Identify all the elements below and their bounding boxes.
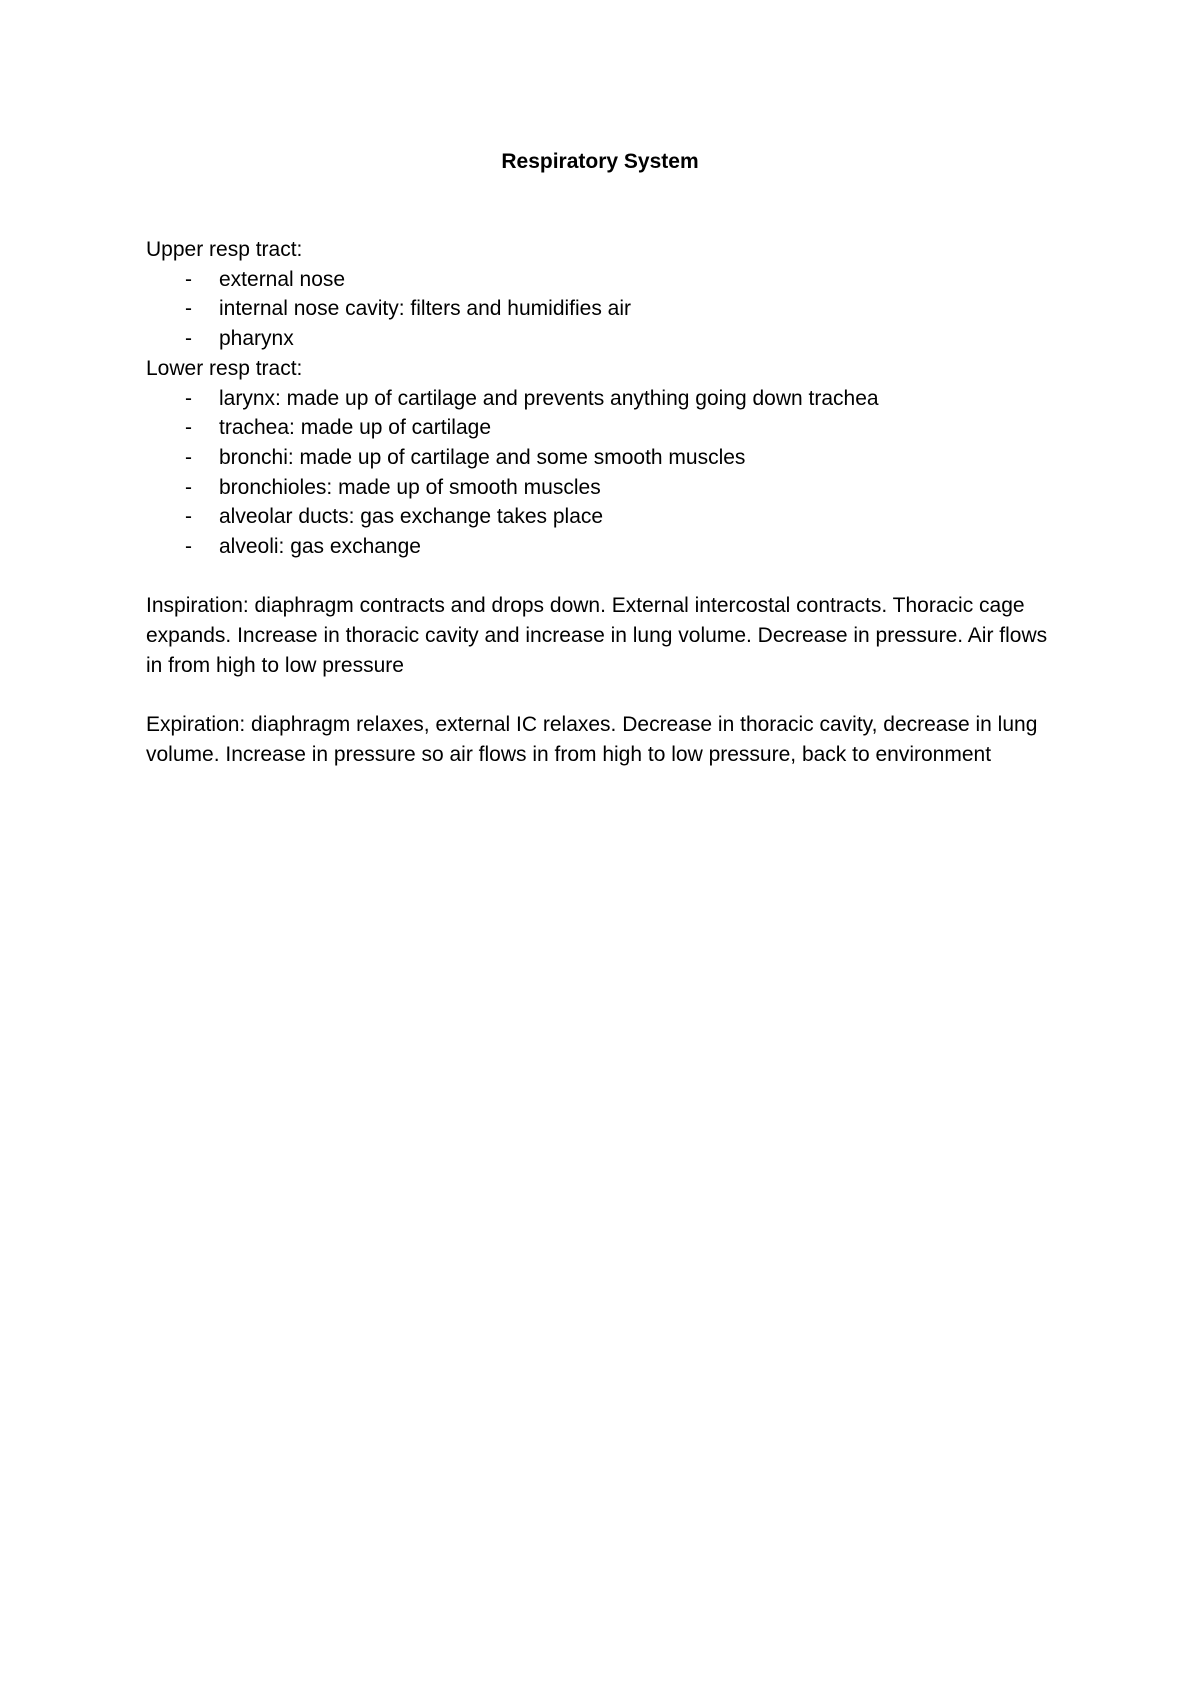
document-body — [146, 235, 1066, 770]
bullet-dash: - — [185, 445, 192, 469]
bullet-dash: - — [185, 535, 192, 559]
list-item-text: trachea: made up of cartilage — [219, 416, 491, 440]
bullet-dash: - — [185, 386, 192, 410]
lower-tract-list — [146, 384, 1066, 562]
expiration-paragraph: Expiration: diaphragm relaxes, external IC relaxes. Decrease in thoracic cavity, decrease in lung volume. Increase in pressure so air flows in from high to low pressure, back to environment — [146, 713, 1038, 766]
list-item — [146, 443, 1066, 473]
bullet-dash: - — [185, 416, 192, 440]
bullet-dash: - — [185, 327, 192, 351]
list-item — [146, 473, 1066, 503]
upper-tract-heading: Upper resp tract: — [146, 238, 303, 261]
lower-tract-heading: Lower resp tract: — [146, 356, 303, 380]
list-item — [146, 324, 1066, 354]
bullet-dash: - — [185, 267, 192, 291]
list-item — [146, 294, 1066, 324]
list-item-text: pharynx — [219, 327, 294, 351]
list-item — [146, 265, 1066, 295]
list-item-text: alveoli: gas exchange — [219, 535, 421, 559]
list-item — [146, 413, 1066, 443]
bullet-dash: - — [185, 505, 192, 529]
inspiration-paragraph: Inspiration: diaphragm contracts and drops down. External intercostal contracts. Thoracic cage expands. Increase in thoracic cavity and increase in lung volume. Decrease in pressure. Air flows in from high to low pressure — [146, 594, 1048, 677]
upper-tract-list — [146, 265, 1066, 354]
list-item-text: internal nose cavity: filters and humidifies air — [219, 297, 632, 321]
bullet-dash: - — [185, 475, 192, 499]
page-title: Respiratory System — [501, 150, 699, 173]
list-item-text: bronchi: made up of cartilage and some smooth muscles — [219, 445, 746, 469]
list-item-text: larynx: made up of cartilage and prevents anything going down trachea — [219, 386, 879, 410]
list-item — [146, 532, 1066, 562]
bullet-dash: - — [185, 297, 192, 321]
list-item — [146, 384, 1066, 414]
list-item-text: alveolar ducts: gas exchange takes place — [219, 505, 604, 529]
list-item-text: external nose — [219, 267, 346, 291]
list-item-text: bronchioles: made up of smooth muscles — [219, 475, 601, 499]
list-item — [146, 502, 1066, 532]
